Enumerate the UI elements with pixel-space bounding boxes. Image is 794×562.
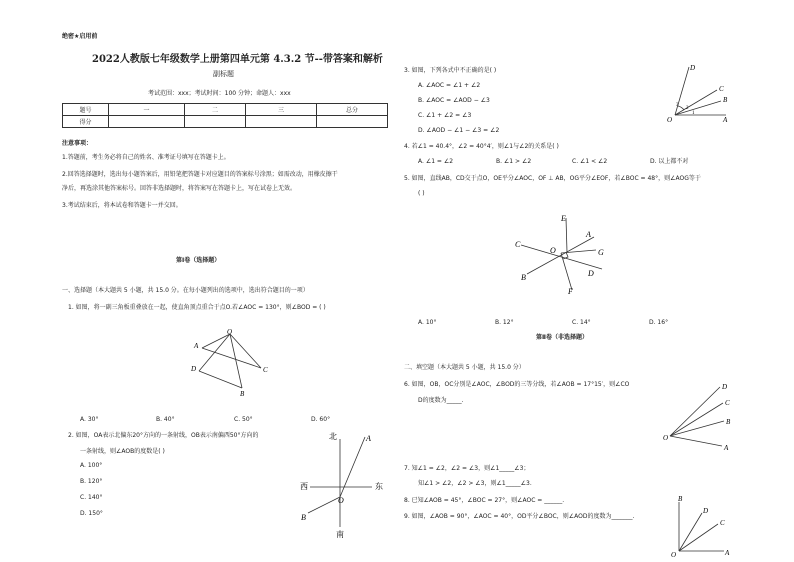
note-1: 1.答题前，考生务必将自己的姓名、准考证号填写在答题卡上。 bbox=[62, 154, 230, 161]
q4-option-c[interactable]: C. ∠1 < ∠2 bbox=[572, 158, 608, 165]
score-table-row bbox=[63, 116, 388, 128]
q5-label-B: B bbox=[521, 273, 526, 282]
q3-label-O: O bbox=[667, 116, 673, 124]
q6-label-C: C bbox=[725, 399, 730, 407]
q7-text-line1: 7. 知∠1 = ∠2，∠2 = ∠3，则∠1_____∠3； bbox=[404, 465, 530, 472]
q5-label-G: G bbox=[598, 248, 604, 257]
note-2a: 2.回答选择题时，选出每小题答案后，用铅笔把答题卡对应题目的答案标号涂黑；如需改动，用橡皮擦干 bbox=[62, 171, 338, 178]
q5-label-E: E bbox=[561, 214, 566, 223]
secret-mark: 绝密★启用前 bbox=[62, 33, 98, 40]
q3-option-c[interactable]: C. ∠1 + ∠2 = ∠3 bbox=[418, 112, 472, 119]
score-cell: 一 bbox=[109, 104, 185, 116]
q1-option-c[interactable]: C. 50° bbox=[234, 416, 253, 423]
q2-label-O: O bbox=[338, 496, 344, 505]
q1-label-C: C bbox=[263, 366, 268, 374]
q1-label-B: B bbox=[240, 390, 245, 398]
q2-option-a[interactable]: A. 100° bbox=[80, 462, 103, 469]
q5-label-C: C bbox=[515, 240, 521, 249]
q2-label-west: 西 bbox=[300, 482, 308, 491]
score-cell: 三 bbox=[246, 104, 317, 116]
q1-label-A: A bbox=[194, 342, 199, 350]
score-table bbox=[62, 103, 388, 128]
score-cell: 得分 bbox=[63, 116, 109, 128]
q2-compass-figure bbox=[296, 427, 390, 539]
q1-text: 1. 如图，将一副三角板重叠放在一起，使直角顶点重合于点O.若∠AOC = 130°，则∠BOD = ( ) bbox=[68, 304, 326, 311]
part2-title: 第Ⅱ卷（非选择题） bbox=[536, 334, 588, 341]
score-table-row bbox=[63, 104, 388, 116]
score-cell: 题号 bbox=[63, 104, 109, 116]
q3-label-C: C bbox=[719, 85, 724, 93]
q1-option-a[interactable]: A. 30° bbox=[80, 416, 99, 423]
q3-option-b[interactable]: B. ∠AOC = ∠AOD − ∠3 bbox=[418, 97, 490, 104]
q4-option-a[interactable]: A. ∠1 = ∠2 bbox=[418, 158, 454, 165]
q9-figure bbox=[668, 493, 734, 559]
score-input-cell[interactable] bbox=[109, 116, 185, 128]
q6-label-D: D bbox=[722, 383, 728, 391]
q5-label-A: A bbox=[586, 230, 591, 239]
q3-label-B: B bbox=[723, 96, 728, 104]
q2-text-line1: 2. 如图，OA表示北偏东20°方向的一条射线，OB表示南偏西50°方向的 bbox=[68, 432, 259, 439]
q3-option-a[interactable]: A. ∠AOC = ∠1 + ∠2 bbox=[418, 82, 481, 89]
q2-label-A: A bbox=[366, 434, 371, 443]
q2-text-line2: 一条射线，则∠AOB的度数是( ) bbox=[80, 448, 165, 455]
q4-option-d[interactable]: D. 以上都不对 bbox=[650, 158, 689, 165]
q2-option-b[interactable]: B. 120° bbox=[80, 478, 103, 485]
q1-option-d[interactable]: D. 60° bbox=[311, 416, 331, 423]
q1-label-D: D bbox=[191, 365, 197, 373]
exam-info: 考试范围：xxx；考试时间：100 分钟；命题人：xxx bbox=[148, 90, 291, 97]
q7-text-line2: 知∠1 > ∠2，∠2 > ∠3，则∠1_____∠3. bbox=[418, 480, 532, 487]
q2-option-d[interactable]: D. 150° bbox=[80, 510, 103, 517]
exam-title: 2022人教版七年级数学上册第四单元第 4.3.2 节--带答案和解析 bbox=[92, 54, 383, 65]
q9-label-D: D bbox=[703, 507, 709, 515]
q1-figure bbox=[185, 326, 275, 398]
q5-text-line2: ( ) bbox=[418, 190, 425, 197]
q9-label-A: A bbox=[725, 549, 730, 557]
part1-title: 第Ⅰ卷（选择题） bbox=[176, 257, 221, 264]
exam-subtitle: 副标题 bbox=[213, 70, 234, 78]
score-input-cell[interactable] bbox=[185, 116, 246, 128]
q3-option-d[interactable]: D. ∠AOD − ∠1 − ∠3 = ∠2 bbox=[418, 127, 500, 134]
q3-label-A: A bbox=[723, 116, 728, 124]
section-1-heading: 一、选择题（本大题共 5 小题，共 15.0 分。在每小题列出的选项中，选出符合题目的一项） bbox=[62, 287, 309, 294]
q6-label-A: A bbox=[724, 444, 729, 452]
q5-figure bbox=[510, 210, 615, 302]
q1-option-b[interactable]: B. 40° bbox=[156, 416, 175, 423]
q3-angle-3: 3 bbox=[676, 103, 679, 108]
q3-label-D: D bbox=[690, 64, 696, 72]
q3-figure bbox=[664, 62, 736, 124]
q6-text-line2: D的度数为_____. bbox=[418, 397, 464, 404]
q4-option-b[interactable]: B. ∠1 > ∠2 bbox=[496, 158, 532, 165]
q6-text-line1: 6. 如图，OB，OC分别是∠AOC，∠BOD的三等分线，若∠AOB = 17°15′，则∠CO bbox=[404, 381, 630, 388]
q9-text: 9. 如图，∠AOB = 90°，∠AOC = 40°，OD平分∠BOC，则∠AOD的度数为_______. bbox=[404, 513, 635, 520]
q5-label-F: F bbox=[568, 287, 573, 296]
q9-label-O: O bbox=[671, 551, 677, 559]
q5-option-b[interactable]: B. 12° bbox=[495, 319, 514, 326]
note-3: 3.考试结束后，将本试卷和答题卡一并交回。 bbox=[62, 202, 182, 209]
q5-option-c[interactable]: C. 14° bbox=[572, 319, 591, 326]
q8-text: 8. 已知∠AOB = 45°，∠BOC = 27°，则∠AOC = ______. bbox=[404, 497, 565, 504]
q6-label-O: O bbox=[663, 434, 669, 442]
q2-label-B: B bbox=[301, 513, 306, 522]
q2-option-c[interactable]: C. 140° bbox=[80, 494, 103, 501]
score-input-cell[interactable] bbox=[246, 116, 317, 128]
q9-label-C: C bbox=[720, 519, 725, 527]
q3-text: 3. 如图，下列各式中不正确的是( ) bbox=[404, 67, 497, 74]
q5-option-d[interactable]: D. 16° bbox=[649, 319, 669, 326]
q9-label-B: B bbox=[678, 495, 683, 503]
q5-label-D: D bbox=[588, 269, 594, 278]
note-2b: 净后，再选涂其他答案标号。回答非选择题时，将答案写在答题卡上，写在试卷上无效。 bbox=[62, 185, 297, 192]
q6-figure bbox=[660, 376, 736, 456]
q5-option-a[interactable]: A. 10° bbox=[418, 319, 437, 326]
q3-angle-1: 1 bbox=[692, 111, 695, 116]
q2-label-east: 东 bbox=[375, 482, 383, 491]
notes-heading: 注意事项： bbox=[62, 140, 93, 147]
q6-label-B: B bbox=[726, 418, 731, 426]
q4-text: 4. 若∠1 = 40.4°，∠2 = 40°4′，则∠1与∠2的关系是( ) bbox=[404, 143, 559, 150]
q2-label-north: 北 bbox=[329, 432, 337, 441]
score-cell: 二 bbox=[185, 104, 246, 116]
score-input-cell[interactable] bbox=[317, 116, 388, 128]
q3-angle-2: 2 bbox=[686, 106, 689, 111]
q2-label-south: 南 bbox=[336, 530, 344, 539]
score-cell: 总分 bbox=[317, 104, 388, 116]
section-2-heading: 二、填空题（本大题共 5 小题，共 15.0 分） bbox=[404, 364, 525, 371]
q5-text-line1: 5. 如图，直线AB，CD交于点O，OE平分∠AOC，OF ⊥ AB，OG平分∠EOF，若∠BOC = 48°，则∠AOG等于 bbox=[404, 175, 701, 182]
q1-label-O: O bbox=[227, 328, 233, 336]
q5-label-O: O bbox=[550, 246, 556, 255]
